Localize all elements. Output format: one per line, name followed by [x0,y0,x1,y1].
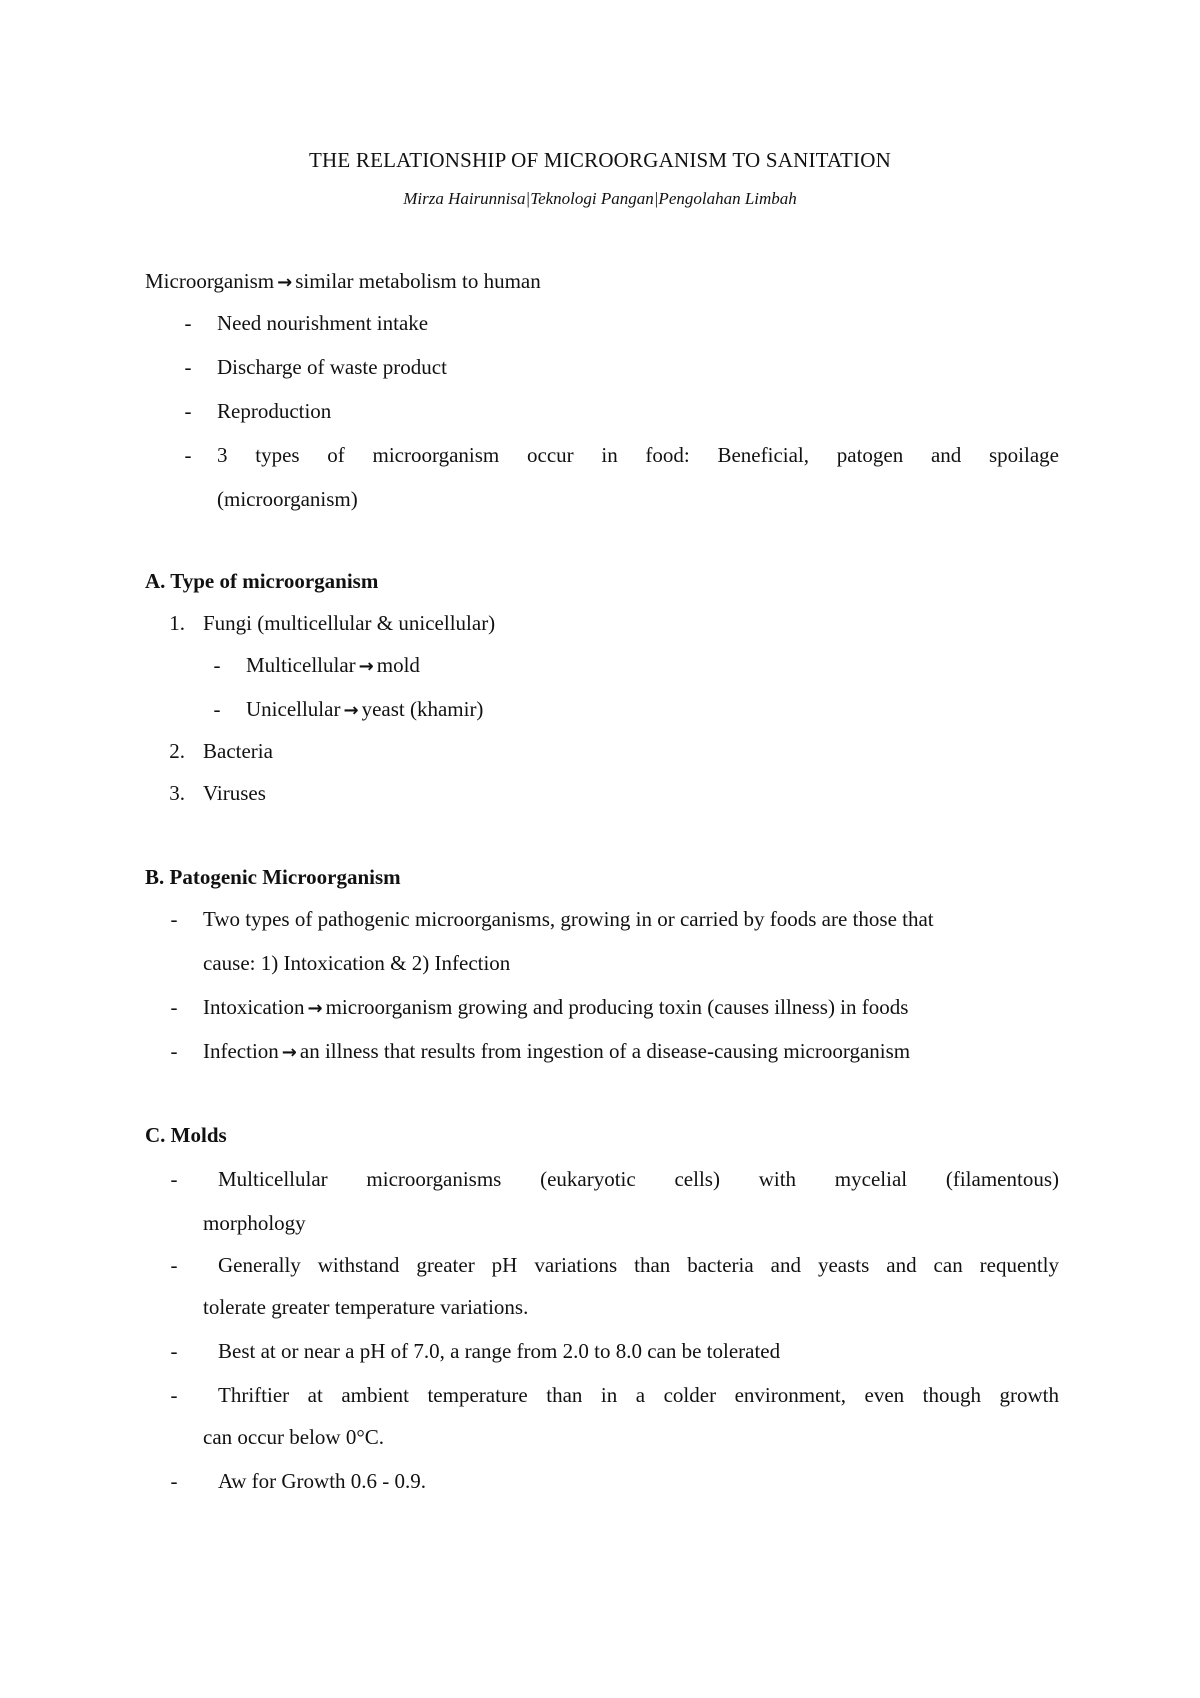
list-item: Fungi (multicellular & unicellular) [203,611,496,635]
list-item: Multicellular microorganisms (eukaryotic cells) with mycelial (filamentous) [218,1167,1059,1191]
intro-line-end: similar metabolism to human [295,269,541,293]
list-item: Reproduction [217,399,332,423]
list-item [203,1041,910,1062]
arrow-icon: → [281,1042,297,1063]
sub-item-start: Unicellular [246,697,341,721]
list-item: Viruses [203,781,266,805]
bullet-dash: - [170,1039,178,1063]
list-item: Discharge of waste product [217,355,447,379]
document-subtitle: Mirza Hairunnisa|Teknologi Pangan|Pengolahan Limbah [403,189,797,208]
list-item: Generally withstand greater pH variations than bacteria and yeasts and can requently [218,1253,1059,1277]
list-number: 2. [169,739,185,763]
bullet-dash: - [184,311,192,335]
list-item: Best at or near a pH of 7.0, a range from 2.0 to 8.0 can be tolerated [218,1339,781,1363]
bullet-dash: - [170,995,178,1019]
list-number: 1. [169,611,185,635]
document-title: THE RELATIONSHIP OF MICROORGANISM TO SANITATION [309,148,891,172]
bullet-dash: - [184,355,192,379]
list-item: 3 types of microorganism occur in food: Beneficial, patogen and spoilage [217,443,1059,467]
list-item [203,997,908,1018]
list-item: Need nourishment intake [217,311,429,335]
sub-item-end: yeast (khamir) [361,697,484,721]
sub-list-item [246,655,420,676]
bullet-dash: - [184,443,192,467]
bullet-dash: - [170,1383,178,1407]
list-item: Bacteria [203,739,273,763]
intro-line [145,271,541,292]
item-end: an illness that results from ingestion of a disease-causing microorganism [299,1039,911,1063]
bullet-dash: - [213,697,221,721]
item-start: Infection [203,1039,279,1063]
arrow-icon: → [277,272,293,293]
section-heading-a: A. Type of microorganism [145,569,379,593]
bullet-dash: - [170,907,178,931]
list-item: Two types of pathogenic microorganisms, growing in or carried by foods are those that [203,907,934,931]
list-item-continuation: tolerate greater temperature variations. [203,1295,529,1319]
bullet-dash: - [170,1339,178,1363]
arrow-icon: → [358,656,374,677]
bullet-dash: - [213,653,221,677]
section-heading-c: C. Molds [145,1123,227,1147]
list-number: 3. [169,781,185,805]
list-item-continuation: (microorganism) [217,487,358,511]
arrow-icon: → [343,700,359,721]
list-item: Aw for Growth 0.6 - 0.9. [218,1469,427,1493]
list-item-continuation: cause: 1) Intoxication & 2) Infection [203,951,511,975]
bullet-dash: - [184,399,192,423]
item-end: microorganism growing and producing toxin (causes illness) in foods [325,995,909,1019]
list-item-continuation: morphology [203,1211,306,1235]
section-heading-b: B. Patogenic Microorganism [145,865,401,889]
list-item: Thriftier at ambient temperature than in a colder environment, even though growth [218,1383,1059,1407]
sub-item-end: mold [376,653,420,677]
bullet-dash: - [170,1167,178,1191]
list-item-continuation: can occur below 0°C. [203,1425,385,1449]
sub-item-start: Multicellular [246,653,356,677]
intro-line-start: Microorganism [145,269,275,293]
arrow-icon: → [307,998,323,1019]
bullet-dash: - [170,1469,178,1493]
bullet-dash: - [170,1253,178,1277]
sub-list-item [246,699,483,720]
item-start: Intoxication [203,995,305,1019]
